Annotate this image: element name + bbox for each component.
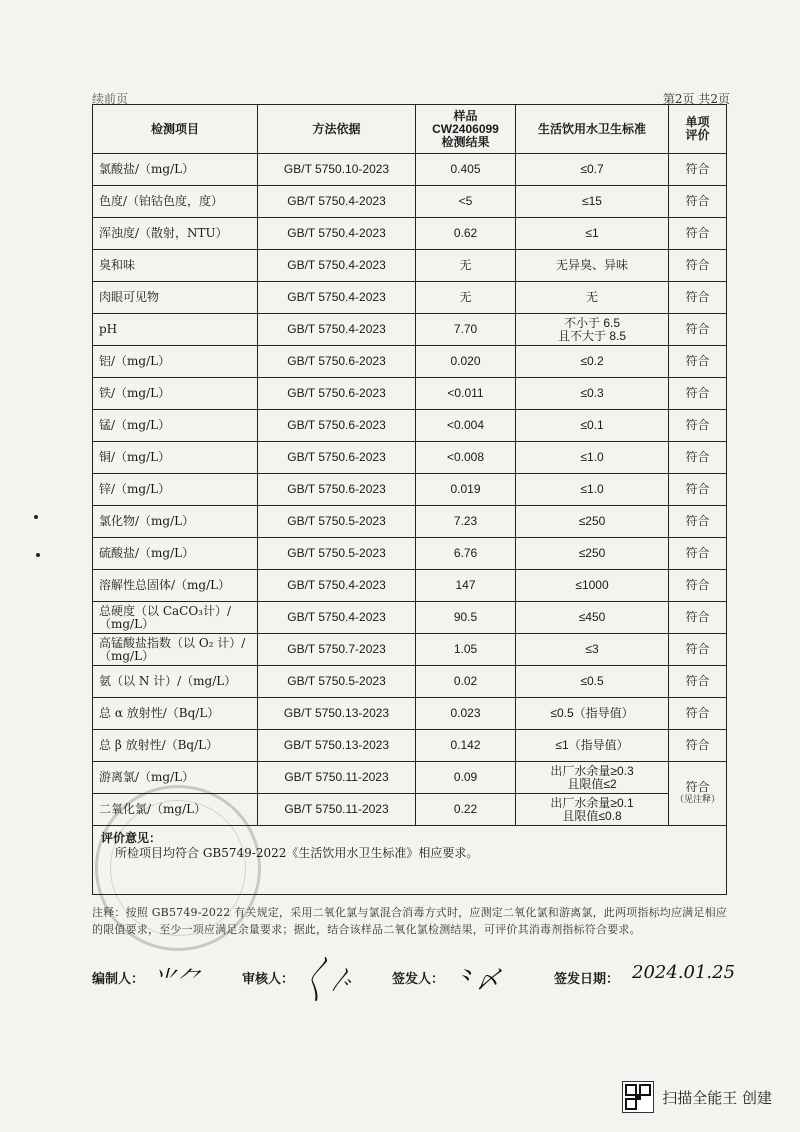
row-standard <box>516 250 669 282</box>
header-eval <box>669 105 727 154</box>
signer-label: 签发人： <box>392 972 445 987</box>
standard-line: ≤250 <box>578 514 606 528</box>
row-item: 高锰酸盐指数（以 O₂ 计）/（mg/L） <box>93 634 258 666</box>
row-item: 肉眼可见物 <box>93 282 258 314</box>
row-standard <box>516 410 669 442</box>
row-standard <box>516 314 669 346</box>
row-eval: 符合 <box>669 314 727 346</box>
row-method: GB/T 5750.4-2023 <box>258 602 416 634</box>
row-method: GB/T 5750.4-2023 <box>258 186 416 218</box>
row-eval: 符合 <box>669 474 727 506</box>
page-number: 第2页 共2页 <box>662 92 730 106</box>
row-item: 铝/（mg/L） <box>93 346 258 378</box>
editor-label: 编制人： <box>92 972 145 987</box>
standard-line: ≤1 <box>585 226 599 240</box>
row-eval: 符合 <box>669 282 727 314</box>
row-eval: 符合 <box>669 570 727 602</box>
row-eval: 符合 <box>669 186 727 218</box>
row-item: 锰/（mg/L） <box>93 410 258 442</box>
table-row <box>93 570 727 602</box>
row-eval: 符合 <box>669 730 727 762</box>
header-result-line1: 样品 CW2406099 <box>432 108 499 136</box>
header-method: 方法依据 <box>258 105 416 154</box>
header-eval-line2: 评价 <box>685 128 710 142</box>
reviewer-label: 审核人： <box>242 972 295 987</box>
editor-signature: ⺌⺈ <box>152 966 200 994</box>
margin-dot <box>34 515 38 519</box>
row-standard <box>516 730 669 762</box>
row-item: 氯化物/（mg/L） <box>93 506 258 538</box>
row-result: 无 <box>416 250 516 282</box>
row-eval: 符合 <box>669 442 727 474</box>
row-method: GB/T 5750.13-2023 <box>258 698 416 730</box>
standard-line: ≤3 <box>585 642 599 656</box>
standard-line: ≤1.0 <box>580 482 604 496</box>
row-standard <box>516 154 669 186</box>
standard-line: ≤0.1 <box>580 418 604 432</box>
standard-line: ≤250 <box>578 546 606 560</box>
row-standard <box>516 634 669 666</box>
header-result-line2: 检测结果 <box>441 134 490 149</box>
row-standard <box>516 218 669 250</box>
signer-signature: ⺀〆 <box>452 966 500 994</box>
row-item: 氯酸盐/（mg/L） <box>93 154 258 186</box>
table-row <box>93 698 727 730</box>
row-item: 锌/（mg/L） <box>93 474 258 506</box>
row-method: GB/T 5750.5-2023 <box>258 666 416 698</box>
standard-line: ≤0.3 <box>580 386 604 400</box>
table-row <box>93 154 727 186</box>
row-eval: 符合 <box>669 698 727 730</box>
issue-date: 2024.01.25 <box>632 962 736 983</box>
row-result: 0.405 <box>416 154 516 186</box>
table-row <box>93 282 727 314</box>
continued-label: 续前页 <box>92 92 129 106</box>
table-row <box>93 506 727 538</box>
table-row <box>93 250 727 282</box>
row-eval: 符合 <box>669 218 727 250</box>
row-method: GB/T 5750.4-2023 <box>258 314 416 346</box>
table-row <box>93 762 727 794</box>
row-result: <0.004 <box>416 410 516 442</box>
standard-line: ≤450 <box>578 610 606 624</box>
row-result: <0.011 <box>416 378 516 410</box>
header-standard: 生活饮用水卫生标准 <box>516 105 669 154</box>
standard-line: 且限值≤0.8 <box>562 808 622 823</box>
row-result: 0.142 <box>416 730 516 762</box>
evaluation-title: 评价意见： <box>101 831 162 845</box>
row-result: 无 <box>416 282 516 314</box>
table-row <box>93 474 727 506</box>
row-item: 色度/（铂钴色度，度） <box>93 186 258 218</box>
row-item: 臭和味 <box>93 250 258 282</box>
row-standard <box>516 570 669 602</box>
table-row <box>93 666 727 698</box>
row-item: 总硬度（以 CaCO₃计）/（mg/L） <box>93 602 258 634</box>
row-method: GB/T 5750.6-2023 <box>258 378 416 410</box>
row-result: 0.22 <box>416 794 516 826</box>
table-row <box>93 634 727 666</box>
row-standard <box>516 346 669 378</box>
row-standard <box>516 282 669 314</box>
row-eval: 符合 <box>669 378 727 410</box>
header-result <box>416 105 516 154</box>
row-result: 90.5 <box>416 602 516 634</box>
table-row <box>93 314 727 346</box>
row-result: 0.02 <box>416 666 516 698</box>
standard-line: ≤0.7 <box>580 162 604 176</box>
row-method: GB/T 5750.7-2023 <box>258 634 416 666</box>
row-result: 6.76 <box>416 538 516 570</box>
table-row <box>93 602 727 634</box>
evaluation-text: 所检项目均符合 GB5749-2022《生活饮用水卫生标准》相应要求。 <box>115 846 479 860</box>
row-item: 硫酸盐/（mg/L） <box>93 538 258 570</box>
row-standard <box>516 378 669 410</box>
row-eval: 符合 <box>669 666 727 698</box>
row-result: 0.62 <box>416 218 516 250</box>
margin-dot <box>36 553 40 557</box>
row-result: 1.05 <box>416 634 516 666</box>
row-method: GB/T 5750.4-2023 <box>258 282 416 314</box>
test-results-table <box>92 104 727 895</box>
table-row <box>93 730 727 762</box>
row-item: 铁/（mg/L） <box>93 378 258 410</box>
table-header-row <box>93 105 727 154</box>
row-result: 7.70 <box>416 314 516 346</box>
standard-line: 无异臭、异味 <box>555 258 628 272</box>
table-row <box>93 410 727 442</box>
row-result: 147 <box>416 570 516 602</box>
row-standard <box>516 186 669 218</box>
row-eval: 符合 <box>669 346 727 378</box>
row-eval-merged <box>669 762 727 826</box>
row-method: GB/T 5750.4-2023 <box>258 570 416 602</box>
row-item: 总 β 放射性/（Bq/L） <box>93 730 258 762</box>
row-standard <box>516 442 669 474</box>
row-standard <box>516 506 669 538</box>
row-item: pH <box>93 314 258 346</box>
scanner-watermark <box>622 1082 772 1112</box>
row-item: 氨（以 N 计）/（mg/L） <box>93 666 258 698</box>
row-item: 铜/（mg/L） <box>93 442 258 474</box>
standard-line: ≤0.5（指导值） <box>550 706 634 720</box>
reviewer-signature: 〳〵〴 <box>304 966 352 994</box>
signature-row <box>92 960 736 1000</box>
row-eval: 符合 <box>669 410 727 442</box>
row-result: 0.023 <box>416 698 516 730</box>
row-method: GB/T 5750.4-2023 <box>258 250 416 282</box>
table-row <box>93 538 727 570</box>
standard-line: ≤1.0 <box>580 450 604 464</box>
row-item: 溶解性总固体/（mg/L） <box>93 570 258 602</box>
row-result: 7.23 <box>416 506 516 538</box>
standard-line: 且限值≤2 <box>567 776 617 791</box>
row-method: GB/T 5750.11-2023 <box>258 794 416 826</box>
row-standard <box>516 762 669 794</box>
row-eval: 符合 <box>669 634 727 666</box>
row-result: 0.020 <box>416 346 516 378</box>
header-eval-line1: 单项 <box>685 115 710 129</box>
standard-line: 不小于 6.5 <box>563 315 621 330</box>
standard-line: 出厂水余量≥0.1 <box>550 795 634 810</box>
standard-line: ≤0.2 <box>580 354 604 368</box>
standard-line: 且不大于 8.5 <box>557 328 627 343</box>
row-method: GB/T 5750.13-2023 <box>258 730 416 762</box>
table-row <box>93 218 727 250</box>
row-standard <box>516 698 669 730</box>
row-eval: 符合 <box>669 538 727 570</box>
row-item: 游离氯/（mg/L） <box>93 762 258 794</box>
table-row <box>93 186 727 218</box>
row-standard <box>516 794 669 826</box>
row-method: GB/T 5750.6-2023 <box>258 346 416 378</box>
row-method: GB/T 5750.10-2023 <box>258 154 416 186</box>
row-result: <0.008 <box>416 442 516 474</box>
evaluation-row <box>93 826 727 895</box>
table-row <box>93 346 727 378</box>
row-result: 0.019 <box>416 474 516 506</box>
row-eval: 符合 <box>669 506 727 538</box>
evaluation-cell <box>93 826 727 895</box>
row-eval: 符合 <box>669 154 727 186</box>
table-row <box>93 442 727 474</box>
row-standard <box>516 474 669 506</box>
row-method: GB/T 5750.6-2023 <box>258 442 416 474</box>
header-item: 检测项目 <box>93 105 258 154</box>
standard-line: 出厂水余量≥0.3 <box>550 763 634 778</box>
merged-eval-result: 符合 <box>685 779 710 794</box>
standard-line: ≤0.5 <box>580 674 604 688</box>
row-method: GB/T 5750.6-2023 <box>258 474 416 506</box>
row-method: GB/T 5750.6-2023 <box>258 410 416 442</box>
row-item: 二氧化氯/（mg/L） <box>93 794 258 826</box>
row-eval: 符合 <box>669 602 727 634</box>
standard-line: ≤15 <box>582 194 602 208</box>
row-result: 0.09 <box>416 762 516 794</box>
row-result: <5 <box>416 186 516 218</box>
scanner-watermark-text: 扫描全能王 创建 <box>662 1088 772 1107</box>
date-label: 签发日期： <box>554 972 620 987</box>
merged-eval-note: （见注释） <box>674 794 720 805</box>
footnote: 注释：按照 GB5749-2022 有关规定，采用二氧化氯与氯混合消毒方式时，应测定二氧化氯和游离氯，此两项指标均应满足相应的限值要求，至少一项应满足余量要求；据此，结合该样品二氧化氯检测结果，可评价其消毒剂指标符合要求。 <box>92 906 727 936</box>
table-row <box>93 378 727 410</box>
row-method: GB/T 5750.4-2023 <box>258 218 416 250</box>
row-standard <box>516 538 669 570</box>
row-item: 总 α 放射性/（Bq/L） <box>93 698 258 730</box>
row-standard <box>516 666 669 698</box>
row-eval: 符合 <box>669 250 727 282</box>
standard-line: 无 <box>585 290 598 304</box>
row-method: GB/T 5750.5-2023 <box>258 538 416 570</box>
row-method: GB/T 5750.5-2023 <box>258 506 416 538</box>
table-row <box>93 794 727 826</box>
row-method: GB/T 5750.11-2023 <box>258 762 416 794</box>
standard-line: ≤1（指导值） <box>555 738 629 752</box>
row-item: 浑浊度/（散射，NTU） <box>93 218 258 250</box>
row-standard <box>516 602 669 634</box>
standard-line: ≤1000 <box>575 578 609 592</box>
qr-code-icon <box>622 1081 654 1113</box>
